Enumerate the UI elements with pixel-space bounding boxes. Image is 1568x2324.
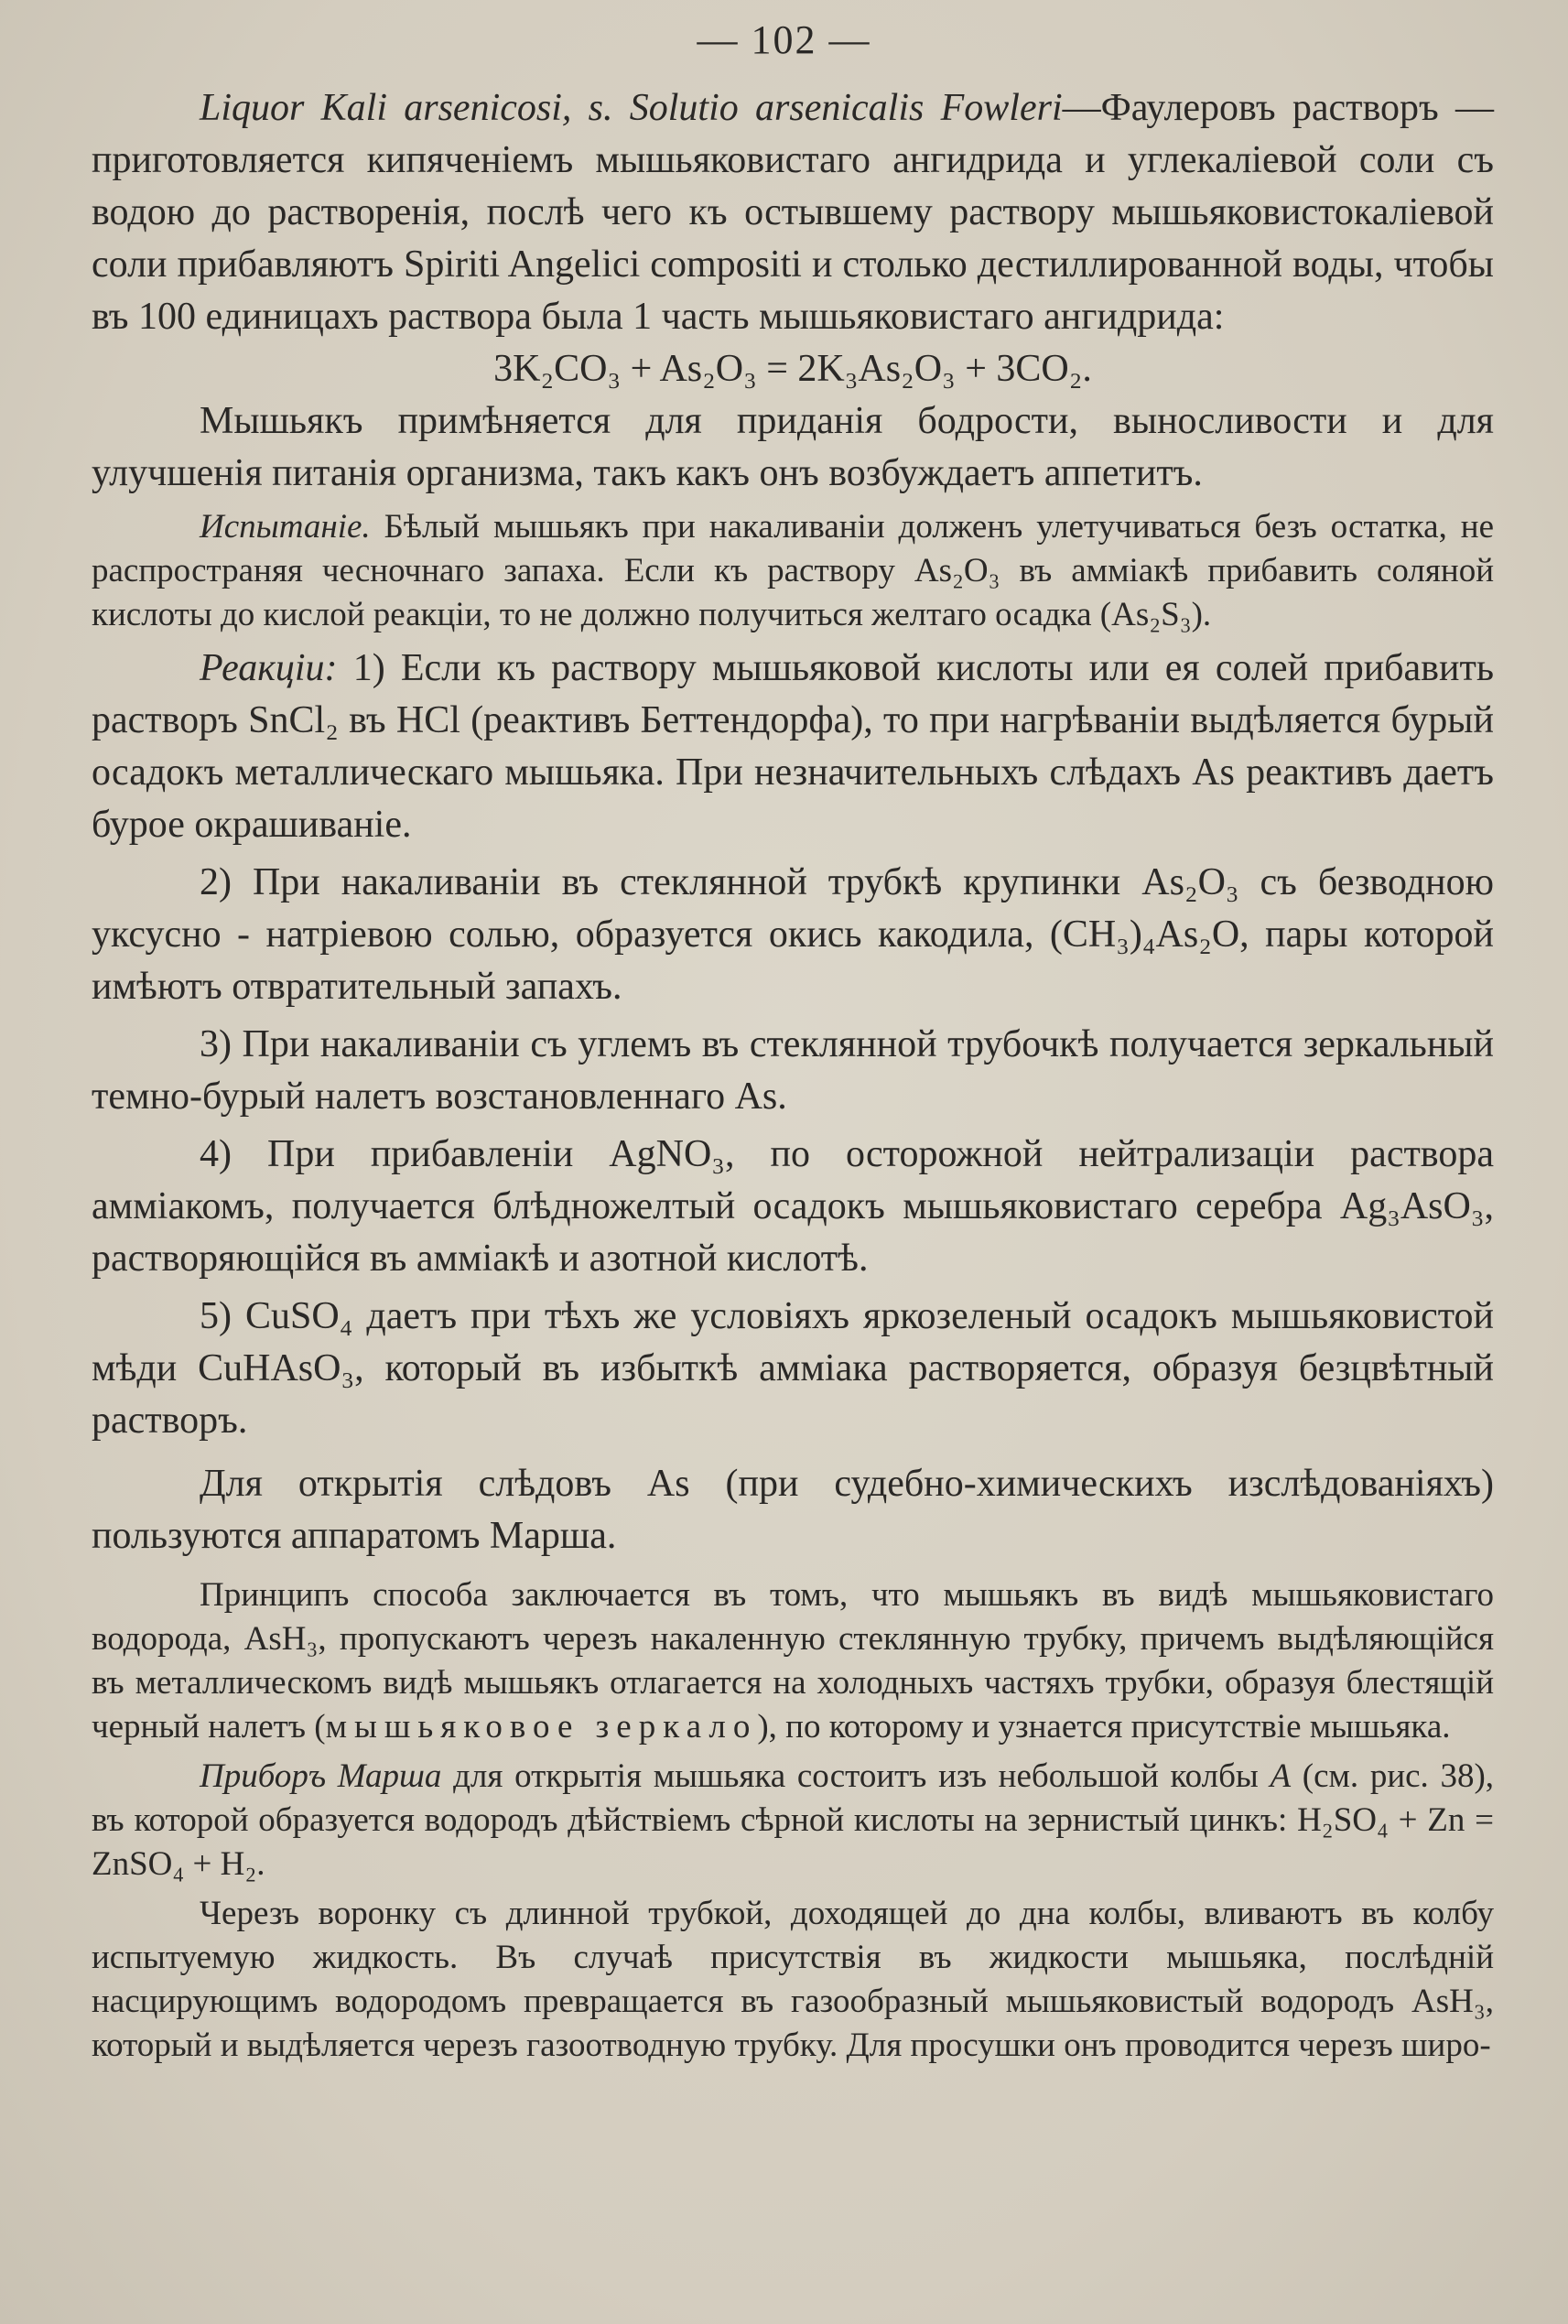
paragraph-text: для открытія мышьяка состоитъ изъ небольшой колбы — [453, 1757, 1259, 1795]
paragraph-reaction-3: 3) При накаливаніи съ углемъ въ стеклянной трубочкѣ получается зеркальный темно-бурый налетъ возстановленнаго As. — [92, 1023, 1494, 1118]
paragraph-test — [92, 505, 1494, 637]
formula-reaction: 3K₂CO₃ + As₂O₃ = 2K₃As₂O₃ + 3CO₂. — [493, 348, 1092, 390]
paragraph-principle — [92, 1573, 1494, 1749]
paragraph-reaction-2: 2) При накаливаніи въ стеклянной трубкѣ крупинки As₂O₃ съ безводною уксусно - натріевою солью, образуется окись какодила, (CH₃)₄As₂O, пары которой имѣютъ отвратительный запахъ. — [92, 861, 1494, 1008]
paragraph-reactions — [92, 643, 1494, 851]
page-number: — 102 — — [697, 17, 871, 62]
paragraph-reaction-5: 5) CuSO₄ даетъ при тѣхъ же условіяхъ яркозеленый осадокъ мышьяковистой мѣди CuHAsO₃, который въ избыткѣ амміака растворяется, образуя безцвѣтный растворъ. — [92, 1295, 1494, 1442]
latin-term: Liquor Kali arsenicosi, s. Solutio arsenicalis Fowleri — [200, 87, 1063, 129]
paragraph-usage: Мышьякъ примѣняется для приданія бодрости, выносливости и для улучшенія питанія организма, такъ какъ онъ возбуждаетъ аппетитъ. — [92, 400, 1494, 494]
paragraph-text: Бѣлый мышьякъ при накаливаніи долженъ улетучиваться безъ остатка, не распространяя чесночнаго запаха. Если къ раствору As₂O₃ въ амміакѣ прибавить соляной кислоты до кислой реакціи, то не должно получиться желтаго осадка (As₂S₃). — [92, 508, 1494, 633]
paragraph-procedure: Черезъ воронку съ длинной трубкой, доходящей до дна колбы, вливаютъ въ колбу испытуемую жидкость. Въ случаѣ присутствія въ жидкости мышьяка, послѣдній насцирующимъ водородомъ превращается въ газообразный мышьяковистый водородъ AsH₃, который и выдѣляется черезъ газоотводную трубку. Для просушки онъ проводится черезъ широ- — [92, 1895, 1494, 2064]
spaced-term: мышьяковое зеркало — [325, 1708, 758, 1746]
paragraph-text: 1) Если къ раствору мышьяковой кислоты или ея солей прибавить растворъ SnCl₂ въ HCl (реактивъ Беттендорфа), то при нагрѣваніи выдѣляется бурый осадокъ металлическаго мышьяка. При незначительныхъ слѣдахъ As реактивъ даетъ бурое окрашиваніе. — [92, 647, 1495, 846]
paragraph-reaction-4: 4) При прибавленіи AgNO₃, по осторожной нейтрализаціи раствора амміакомъ, получается блѣдножелтый осадокъ мышьяковистаго серебра Ag₃AsO₃, растворяющійся въ амміакѣ и азотной кислотѣ. — [92, 1133, 1494, 1280]
text-body — [92, 82, 1494, 2068]
section-lead: Приборъ Марша — [200, 1757, 442, 1795]
section-lead: Испытаніе. — [200, 508, 371, 546]
paragraph-marsh-intro: Для открытія слѣдовъ As (при судебно-химическихъ изслѣдованіяхъ) пользуются аппаратомъ Марша. — [92, 1463, 1494, 1557]
paragraph-text: Принципъ способа заключается въ томъ, что мышьякъ въ видѣ мышьяковистаго водорода, AsH₃, пропускаютъ черезъ накаленную стеклянную трубку, причемъ выдѣляющійся въ металлическомъ видѣ мышьякъ отлагается на холодныхъ частяхъ трубки, образуя блестящій черный налетъ ( — [92, 1576, 1494, 1746]
paragraph-text: —Фаулеровъ растворъ — приготовляется кипяченіемъ мышьяковистаго ангидрида и углекаліевой соли съ водою до растворенія, послѣ чего къ остывшему раствору мышьяковистокаліевой соли прибавляютъ Spiriti Angelici compositi и столько дестиллированной воды, чтобы въ 100 единицахъ раствора была 1 часть мышьяковистаго ангидрида: — [92, 87, 1494, 338]
paragraph-text: (см. рис. 38), въ которой образуется водородъ дѣйствіемъ сѣрной кислоты на зернистый цинкъ: H₂SO₄ + Zn = ZnSO₄ + H₂. — [92, 1757, 1495, 1883]
paragraph-marsh-apparatus — [92, 1755, 1494, 1886]
flask-label: A — [1270, 1757, 1292, 1795]
paragraph-text: ), по которому и узнается присутствіе мышьяка. — [757, 1708, 1451, 1746]
paragraph-fowler-solution — [92, 82, 1494, 343]
section-lead: Реакціи: — [200, 647, 338, 689]
